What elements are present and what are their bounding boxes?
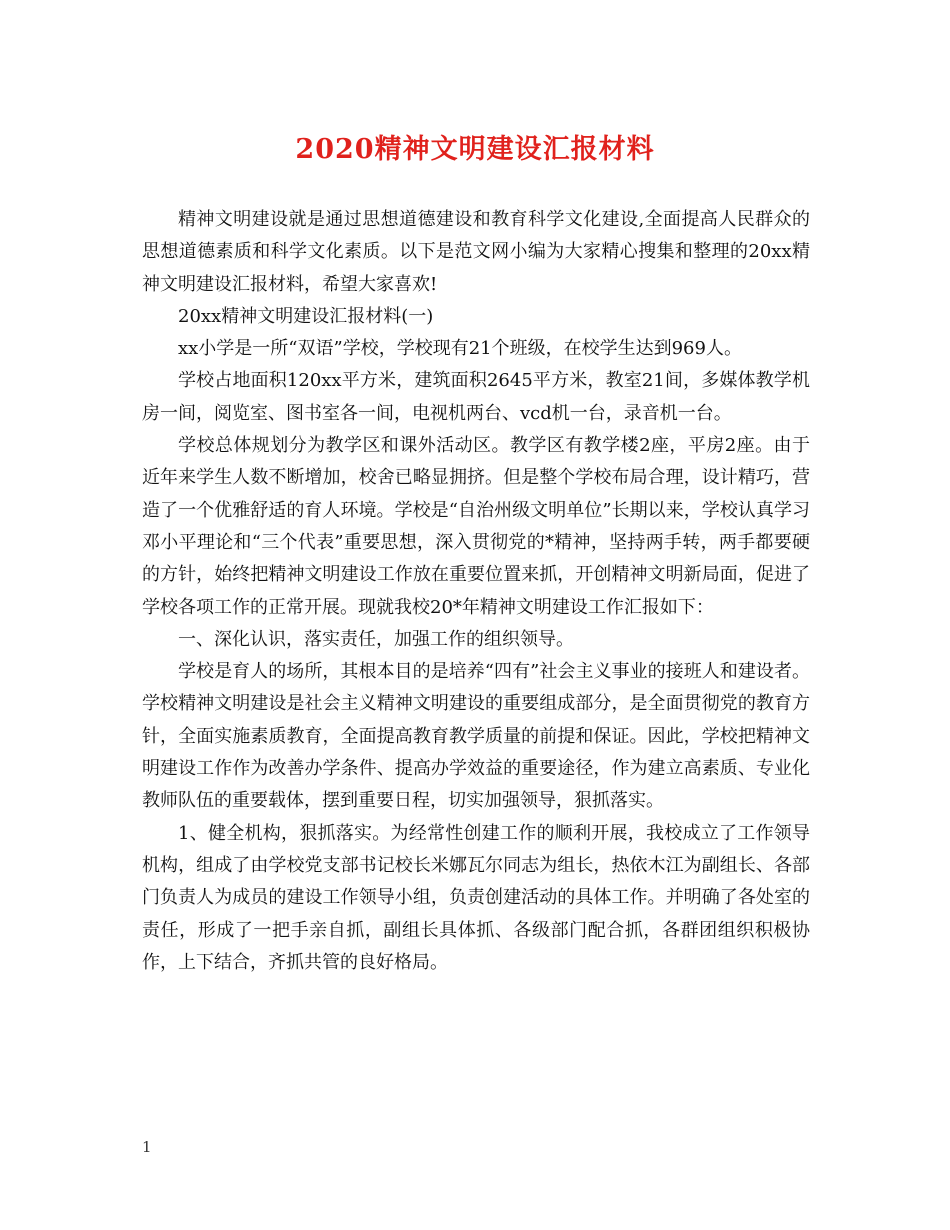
page-number: 1 [142,1138,152,1156]
paragraph-school-overview: xx小学是一所“双语”学校，学校现有21个班级，在校学生达到969人。 [178,338,742,360]
paragraph-planning: 学校总体规划分为教学区和课外活动区。教学区有教学楼2座，平房2座。由于近年来学生人数不断增加，校舍已略显拥挤。但是整个学校布局合理，设计精巧，营造了一个优雅舒适的育人环境。学校是“自治州级文明单位”长期以来，学校认真学习邓小平理论和“三个代表”重要思想，深入贯彻党的*精神，坚持两手转，两手都要硬的方针，始终把精神文明建设工作放在重要位置来抓，开创精神文明新局面，促进了学校各项工作的正常开展。现就我校20*年精神文明建设工作汇报如下： [142,435,810,618]
paragraph-subtitle: 20xx精神文明建设汇报材料(一) [178,305,434,327]
document-body [142,204,810,979]
document-title: 2020精神文明建设汇报材料 [295,134,655,165]
paragraph-intro: 精神文明建设就是通过思想道德建设和教育科学文化建设,全面提高人民群众的思想道德素质和科学文化素质。以下是范文网小编为大家精心搜集和整理的20xx精神文明建设汇报材料，希望大家喜欢! [142,209,810,295]
paragraph-section-heading-1: 一、深化认识，落实责任，加强工作的组织领导。 [178,628,574,650]
paragraph-organization: 1、健全机构，狠抓落实。为经常性创建工作的顺利开展，我校成立了工作领导机构，组成了由学校党支部书记校长米娜瓦尔同志为组长，热依木江为副组长、各部门负责人为成员的建设工作领导小组，负责创建活动的具体工作。并明确了各处室的责任，形成了一把手亲自抓，副组长具体抓、各级部门配合抓，各群团组织积极协作，上下结合，齐抓共管的良好格局。 [142,822,810,973]
paragraph-education-purpose: 学校是育人的场所，其根本目的是培养“四有”社会主义事业的接班人和建设者。学校精神文明建设是社会主义精神文明建设的重要组成部分，是全面贯彻党的教育方针，全面实施素质教育，全面提高教育教学质量的前提和保证。因此，学校把精神文明建设工作作为改善办学条件、提高办学效益的重要途径，作为建立高素质、专业化教师队伍的重要载体，摆到重要日程，切实加强领导，狠抓落实。 [142,661,810,812]
paragraph-facilities: 学校占地面积120xx平方米，建筑面积2645平方米，教室21间，多媒体教学机房一间，阅览室、图书室各一间，电视机两台、vcd机一台，录音机一台。 [142,370,810,424]
